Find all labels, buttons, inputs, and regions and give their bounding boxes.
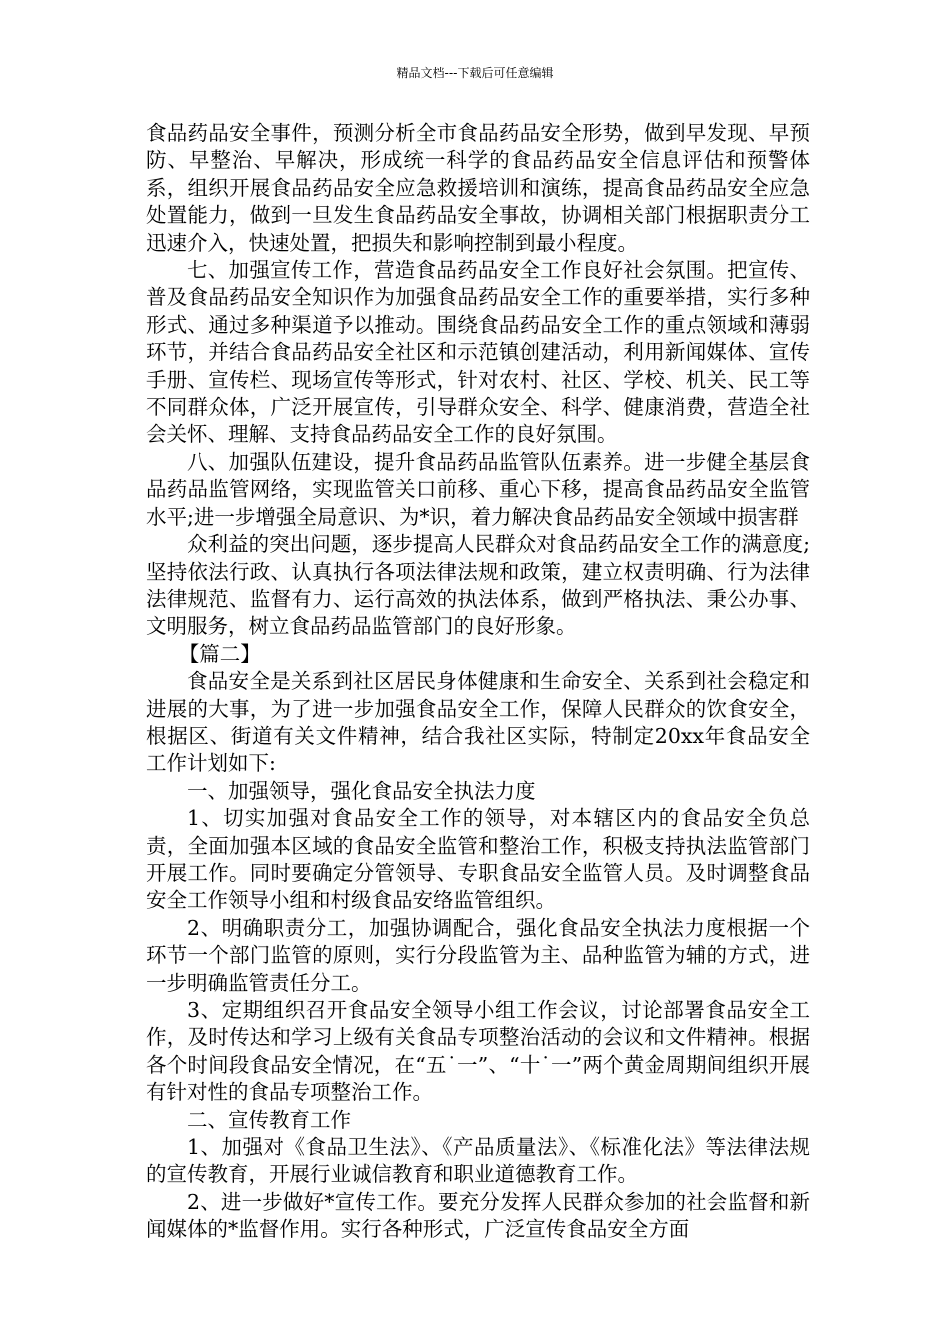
paragraph-continuation: 食品药品安全事件，预测分析全市食品药品安全形势，做到早发现、早预防、早整治、早解决，形成统一科学的食品药品安全信息评估和预警体系，组织开展食品药品安全应急救援培训和演练，提高食品药品安全应急处置能力，做到一旦发生食品药品安全事故，协调相关部门根据职责分工迅速介入，快速处置，把损失和影响控制到最小程度。 bbox=[146, 121, 810, 255]
heading-leadership: 一、加强领导，强化食品安全执法力度 bbox=[187, 778, 536, 803]
paragraph-section-7: 七、加强宣传工作，营造食品药品安全工作良好社会氛围。把宣传、普及食品药品安全知识作为加强食品药品安全工作的重要举措，实行多种形式、通过多种渠道予以推动。围绕食品药品安全工作的重点领域和薄弱环节，并结合食品药品安全社区和示范镇创建活动，利用新闻媒体、宣传手册、宣传栏、现场宣传等形式，针对农村、社区、学校、机关、民工等不同群众体，广泛开展宣传，引导群众安全、科学、健康消费，营造全社会关怀、理解、支持食品药品安全工作的良好氛围。 bbox=[146, 258, 810, 447]
section-heading-part-two: 【篇二】 bbox=[178, 641, 261, 666]
paragraph-publicity-1: 1、加强对《食品卫生法》、《产品质量法》、《标准化法》等法律法规的宣传教育，开展行业诚信教育和职业道德教育工作。 bbox=[146, 1135, 810, 1187]
paragraph-publicity-2: 2、进一步做好*宣传工作。要充分发挥人民群众参加的社会监督和新闻媒体的*监督作用。实行各种形式，广泛宣传食品安全方面 bbox=[146, 1189, 810, 1242]
paragraph-intro: 食品安全是关系到社区居民身体健康和生命安全、关系到社会稳定和进展的大事，为了进一步加强食品安全工作，保障人民群众的饮食安全，根据区、街道有关文件精神，结合我社区实际，特制定20xx年食品安全工作计划如下: bbox=[146, 669, 810, 776]
page-header: 精品文档---下载后可任意编辑 bbox=[396, 66, 554, 80]
paragraph-section-8-cont: 众利益的突出问题，逐步提高人民群众对食品药品安全工作的满意度;坚持依法行政、认真执行各项法律法规和政策，建立权责明确、行为法律法律规范、监督有力、运行高效的执法体系，做到严格执法、秉公办事、文明服务，树立食品药品监管部门的良好形象。 bbox=[146, 532, 810, 639]
document-body bbox=[146, 120, 810, 1244]
paragraph-section-8: 八、加强队伍建设，提升食品药品监管队伍素养。进一步健全基层食品药品监管网络，实现监管关口前移、重心下移，提高食品药品安全监管水平;进一步增强全局意识、为*识，着力解决食品药品安全领域中损害群 bbox=[146, 449, 810, 529]
paragraph-item-3: 3、定期组织召开食品安全领导小组工作会议，讨论部署食品安全工作，及时传达和学习上级有关食品专项整治活动的会议和文件精神。根据各个时间段食品安全情况，在“五˙一”、“十˙一”两个黄金周期间组织开展有针对性的食品专项整治工作。 bbox=[146, 998, 810, 1105]
paragraph-item-2: 2、明确职责分工，加强协调配合，强化食品安全执法力度根据一个环节一个部门监管的原则，实行分段监管为主、品种监管为辅的方式，进一步明确监管责任分工。 bbox=[146, 915, 810, 995]
paragraph-item-1: 1、切实加强对食品安全工作的领导，对本辖区内的食品安全负总责，全面加强本区域的食品安全监管和整治工作，积极支持执法监管部门开展工作。同时要确定分管领导、专职食品安全监管人员。及时调整食品安全工作领导小组和村级食品安络监管组织。 bbox=[146, 806, 810, 913]
heading-publicity: 二、宣传教育工作 bbox=[187, 1107, 351, 1132]
